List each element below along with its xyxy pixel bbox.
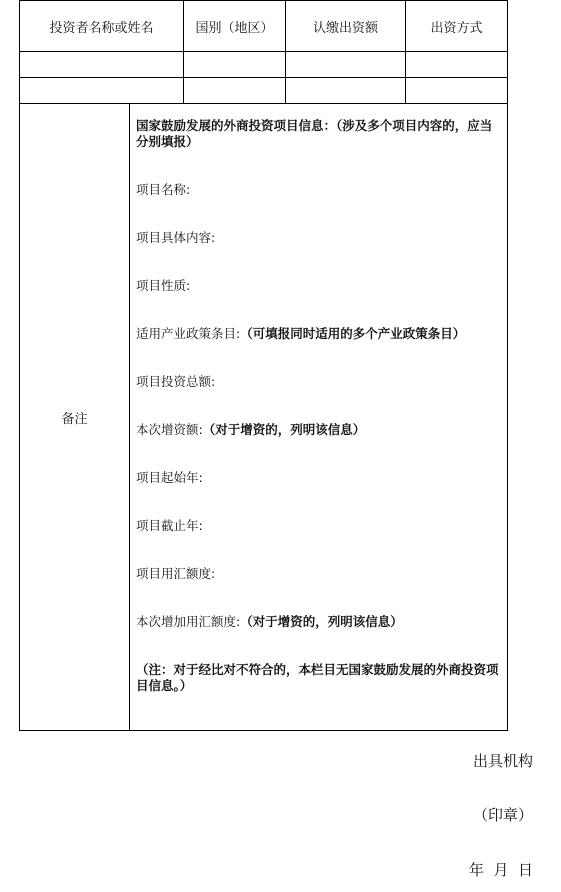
table-cell[interactable] [406,78,508,104]
remark-content [130,104,508,731]
header-investor-name: 投资者名称或姓名 [20,1,184,52]
seal-label: （印章） [472,806,533,824]
increase-field [136,422,503,438]
issuer-label: 出具机构 [472,752,533,770]
end-year-field: 项目截止年: [136,518,203,533]
remark-intro: 国家鼓励发展的外商投资项目信息：（涉及多个项目内容的，应当分别填报） [136,118,493,149]
table-cell[interactable] [286,52,406,78]
table-cell[interactable] [406,52,508,78]
increase-note: （对于增资的，列明该信息） [202,422,366,437]
policy-item-field [136,326,503,342]
table-header-row [20,1,508,52]
forex-increase-field [136,614,503,630]
policy-item-note: （可填报同时适用的多个产业政策条目） [240,326,466,341]
project-nature-field: 项目性质: [136,278,191,293]
start-year-field: 项目起始年: [136,470,203,485]
date-label: 年 月 日 [468,861,533,879]
policy-item-label: 适用产业政策条目: [136,326,241,341]
forex-increase-label: 本次增加用汇额度: [136,614,241,629]
project-name-field: 项目名称: [136,182,191,197]
table-cell[interactable] [20,52,184,78]
table-cell[interactable] [184,52,286,78]
forex-amount-field: 项目用汇额度: [136,566,216,581]
project-content-field: 项目具体内容: [136,230,216,245]
header-subscribed-capital: 认缴出资额 [286,1,406,52]
header-contribution-method: 出资方式 [406,1,508,52]
increase-label: 本次增资额: [136,422,203,437]
table-row [20,52,508,78]
remark-note: （注：对于经比对不符合的，本栏目无国家鼓励发展的外商投资项目信息。） [136,662,499,693]
remark-row [20,104,508,731]
table-cell[interactable] [286,78,406,104]
header-country: 国别（地区） [184,1,286,52]
investor-table [19,0,508,731]
table-row [20,78,508,104]
remark-label: 备注 [20,104,130,731]
forex-increase-note: （对于增资的，列明该信息） [240,614,403,629]
table-cell[interactable] [184,78,286,104]
total-investment-field: 项目投资总额: [136,374,216,389]
table-cell[interactable] [20,78,184,104]
